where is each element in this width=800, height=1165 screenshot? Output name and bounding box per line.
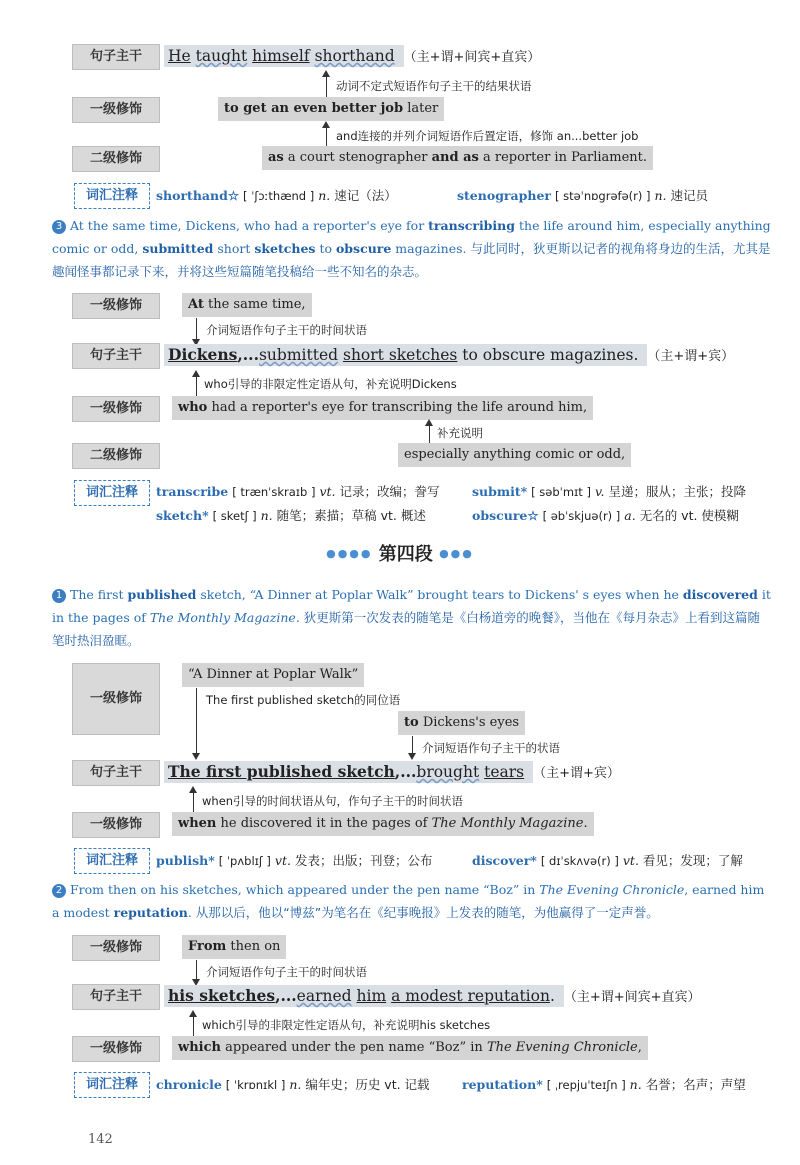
sentence-number-badge: 3 (52, 220, 66, 234)
label-mod1-1: 一级修饰 (72, 97, 160, 123)
note-time-adverbial-2: 介词短语作句子主干的时间状语 (206, 965, 367, 979)
subject: He (168, 47, 191, 65)
note-which-clause: which引导的非限定性定语从句，补充说明his sketches (202, 1018, 491, 1032)
main-clause-4: his sketches,...earned him a modest reputation. （主+谓+间宾+直宾） (164, 986, 701, 1005)
note-supplement: 补充说明 (437, 426, 483, 440)
modifier-time-phrase: At the same time, (182, 293, 312, 317)
structure-note: （主+谓+间宾+直宾） (403, 50, 541, 65)
label-mod1-7: 一级修饰 (72, 1036, 160, 1062)
modifier-as-phrases: as a court stenographer and as a reporter in Parliament. (262, 146, 653, 170)
predicate: taught (195, 47, 248, 65)
note-time-adverbial: 介词短语作句子主干的时间状语 (206, 323, 367, 337)
arrow-up-icon (326, 72, 327, 98)
modifier-who-clause: who had a reporter's eye for transcribing the life around him, (172, 396, 593, 420)
label-main-2: 句子主干 (72, 343, 160, 369)
label-mod1-4: 一级修饰 (72, 663, 160, 735)
vocab-entry: shorthand☆ [ ˈʃɔːthænd ] n. 速记（法） (156, 188, 397, 203)
paragraph-sentence-4-2: 2 From then on his sketches, which appeared under the pen name “Boz” in The Evening Chronicle, earned him a modest reputation. 从那以后，他以“博兹”为笔名在《纪事晚报》上发表的随笔，为他赢得了一定声誉。 (52, 882, 765, 920)
note-coordinate-phrases: and连接的并列介词短语作后置定语，修饰 an...better job (336, 129, 639, 143)
modifier-to-phrase: to Dickens's eyes (398, 711, 525, 735)
dots-decoration-left: ●●●● (326, 547, 373, 560)
sentence-number-badge: 1 (52, 589, 66, 603)
arrow-down-icon (412, 736, 413, 758)
label-vocab-1: 词汇注释 (74, 183, 150, 209)
note-to-phrase: 介词短语作句子主干的状语 (422, 741, 560, 755)
modifier-especially: especially anything comic or odd, (398, 443, 631, 467)
label-mod1-6: 一级修饰 (72, 935, 160, 961)
label-vocab-3: 词汇注释 (74, 848, 150, 874)
arrow-up-icon (429, 421, 430, 445)
vocab-entry: sketch* [ sketʃ ] n. 随笔；素描；草稿 vt. 概述 (156, 508, 426, 523)
dots-decoration-right: ●●● (439, 547, 474, 560)
arrow-down-icon (196, 318, 197, 344)
direct-object: shorthand (314, 47, 395, 65)
arrow-down-icon (196, 688, 197, 758)
modifier-from-then-on: From then on (182, 935, 286, 959)
vocab-entry: reputation* [ ˌrepjuˈteɪʃn ] n. 名誉；名声；声望 (462, 1077, 746, 1092)
modifier-infinitive: to get an even better job later (218, 97, 444, 121)
label-main-3: 句子主干 (72, 760, 160, 786)
note-who-clause: who引导的非限定性定语从句，补充说明Dickens (204, 377, 457, 391)
sentence-number-badge: 2 (52, 884, 66, 898)
arrow-up-icon (193, 788, 194, 812)
label-mod1-5: 一级修饰 (72, 812, 160, 838)
vocab-entry: discover* [ dɪˈskʌvə(r) ] vt. 看见；发现；了解 (472, 853, 743, 868)
page-number: 142 (88, 1132, 113, 1147)
arrow-up-icon (326, 123, 327, 147)
label-mod2-1: 二级修饰 (72, 146, 160, 172)
main-clause-3: The first published sketch,...brought tears （主+谓+宾） (164, 762, 620, 781)
label-mod1-2: 一级修饰 (72, 293, 160, 319)
main-clause-2: Dickens,...submitted short sketches to obscure magazines. （主+谓+宾） (164, 345, 734, 364)
vocab-entry: stenographer [ stəˈnɒgrəfə(r) ] n. 速记员 (457, 188, 709, 203)
paragraph-sentence-4-1: 1 The first published sketch, “A Dinner at Poplar Walk” brought tears to Dickens' s eyes when he discovered it in the pages of The Monthly Magazine. 狄更斯第一次发表的随笔是《白杨道旁的晚餐》，当他在《每月杂志》上看到这篇随笔时热泪盈眶。 (52, 587, 771, 648)
label-main-1: 句子主干 (72, 44, 160, 70)
label-mod1-3: 一级修饰 (72, 396, 160, 422)
note-result-adverbial: 动词不定式短语作句子主干的结果状语 (336, 79, 532, 93)
paragraph-sentence-3: 3 At the same time, Dickens, who had a reporter's eye for transcribing the life around him, especially anything comic or odd, submitted short sketches to obscure magazines. 与此同时，狄更斯以记者的视角将身边的生活，尤其是趣闻怪事都记录下来，并将这些短篇随笔投稿给一些不知名的杂志。 (52, 218, 771, 279)
note-appositive: The first published sketch的同位语 (206, 693, 401, 707)
label-vocab-2: 词汇注释 (74, 480, 150, 506)
arrow-up-icon (193, 1012, 194, 1036)
label-mod2-2: 二级修饰 (72, 443, 160, 469)
vocab-entry: obscure☆ [ əbˈskjuə(r) ] a. 无名的 vt. 使模糊 (472, 508, 739, 523)
label-main-4: 句子主干 (72, 984, 160, 1010)
arrow-down-icon (196, 960, 197, 984)
modifier-when-clause: when he discovered it in the pages of The Monthly Magazine. (172, 812, 594, 836)
vocab-entry: chronicle [ ˈkrɒnɪkl ] n. 编年史；历史 vt. 记载 (156, 1077, 430, 1092)
arrow-up-icon (196, 372, 197, 396)
modifier-which-clause: which appeared under the pen name “Boz” in The Evening Chronicle, (172, 1036, 648, 1060)
modifier-appositive: “A Dinner at Poplar Walk” (182, 663, 364, 687)
main-clause-1 (164, 46, 540, 65)
indirect-object: himself (252, 47, 310, 65)
note-when-clause: when引导的时间状语从句，作句子主干的时间状语 (202, 794, 464, 808)
vocab-entry: submit* [ səbˈmɪt ] v. 呈递；服从；主张；投降 (472, 484, 746, 499)
vocab-entry: publish* [ ˈpʌblɪʃ ] vt. 发表；出版；刊登；公布 (156, 853, 433, 868)
section-title: ●●●● 第四段 ●●● (326, 544, 474, 565)
label-vocab-4: 词汇注释 (74, 1072, 150, 1098)
vocab-entry: transcribe [ trænˈskraɪb ] vt. 记录；改编；誊写 (156, 484, 440, 499)
